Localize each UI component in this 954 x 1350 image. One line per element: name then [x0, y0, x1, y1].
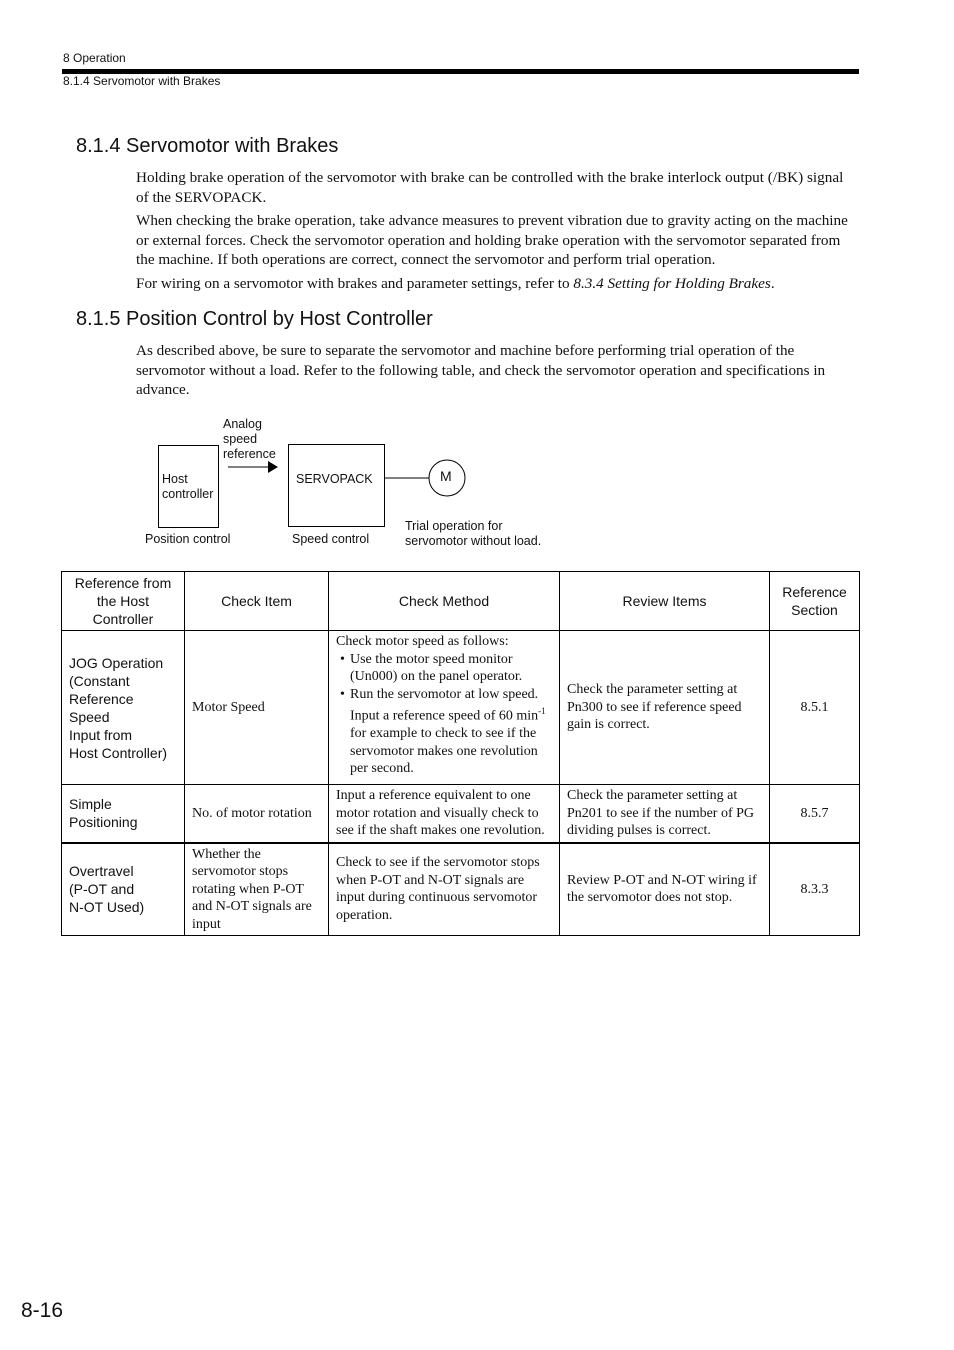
- host-controller-label: Host controller: [162, 472, 214, 501]
- check-table: [61, 571, 860, 936]
- list-item: • Run the servomotor at low speed.: [340, 686, 552, 704]
- cell-reference-jog: JOG Operation (Constant Reference Speed Input from Host Controller): [62, 631, 185, 785]
- paragraph-brake-intro: Holding brake operation of the servomotor with brake can be controlled with the brake interlock output (/BK) signal of the SERVOPACK.: [136, 169, 844, 206]
- cell-review-overtravel: Review P-OT and N-OT wiring if the servomotor does not stop.: [560, 843, 770, 936]
- page-number: 8-16: [21, 1299, 64, 1322]
- table-header-row: [62, 572, 860, 631]
- section-title-8-1-4: 8.1.4 Servomotor with Brakes: [76, 135, 339, 157]
- cell-check-method-overtravel: Check to see if the servomotor stops when P-OT and N-OT signals are input during continuous servomotor operation.: [329, 843, 560, 936]
- header-check-item: Check Item: [185, 572, 329, 631]
- cell-review-rotation: Check the parameter setting at Pn201 to see if the number of PG dividing pulses is correct.: [560, 785, 770, 843]
- cell-check-item-overtravel: Whether the servomotor stops rotating when P-OT and N-OT signals are input: [185, 843, 329, 936]
- cell-section-motor-speed: 8.5.1: [770, 631, 860, 785]
- cell-section-rotation: 8.5.7: [770, 785, 860, 843]
- running-header-section: 8.1.4 Servomotor with Brakes: [63, 74, 221, 88]
- table-row: [62, 785, 860, 843]
- header-reference-from-host: Reference from the Host Controller: [62, 572, 185, 631]
- cell-section-overtravel: 8.3.3: [770, 843, 860, 936]
- servopack-label: SERVOPACK: [296, 472, 373, 486]
- cell-check-method-motor-speed: Check motor speed as follows: • Use the motor speed monitor (Un000) on the panel operator. • Run the servomotor at low speed. Input a reference speed of 60 $\min^{-1}$ for example to check to see if the servomotor makes one revolution per second.: [329, 631, 560, 785]
- list-item: • Use the motor speed monitor (Un000) on the panel operator.: [340, 651, 552, 686]
- header-review-items: Review Items: [560, 572, 770, 631]
- diagram-connectors: [0, 0, 954, 600]
- header-reference-section: Reference Section: [770, 572, 860, 631]
- cell-check-method-rotation: Input a reference equivalent to one motor rotation and visually check to see if the shaft makes one revolution.: [329, 785, 560, 843]
- paragraph-host-control: As described above, be sure to separate the servomotor and machine before performing trial operation of the servomotor without a load. Refer to the following table, and check the servomotor operation and specifications in advance.: [136, 342, 826, 398]
- cell-check-item-rotation: No. of motor rotation: [185, 785, 329, 843]
- analog-speed-reference-label: Analog speed reference: [223, 417, 276, 461]
- section-title-8-1-5: 8.1.5 Position Control by Host Controller: [76, 308, 433, 330]
- wiring-ref-prefix: For wiring on a servomotor with brakes and parameter settings, refer to: [136, 275, 574, 292]
- caption-position-control: Position control: [145, 532, 231, 546]
- motor-label: M: [440, 468, 452, 484]
- cell-check-item-motor-speed: Motor Speed: [185, 631, 329, 785]
- servopack-box: [288, 444, 385, 527]
- table-row: [62, 631, 860, 785]
- table-row: [62, 843, 860, 936]
- cell-reference-simple-positioning: Simple Positioning: [62, 785, 185, 843]
- running-header-chapter: 8 Operation: [63, 51, 126, 65]
- caption-trial-operation: Trial operation for servomotor without load.: [405, 519, 542, 548]
- wiring-ref-suffix: .: [770, 275, 775, 292]
- paragraph-brake-check: When checking the brake operation, take advance measures to prevent vibration due to gravity acting on the machine or external forces. Check the servomotor operation and holding brake operation with the servomotor separated from the machine. If both operations are correct, connect the servomotor and perform trial operation.: [136, 212, 848, 268]
- reference-arrow-head: [268, 461, 278, 473]
- cell-review-motor-speed: Check the parameter setting at Pn300 to see if reference speed gain is correct.: [560, 631, 770, 785]
- caption-speed-control: Speed control: [292, 532, 370, 546]
- header-check-method: Check Method: [329, 572, 560, 631]
- method-detail: Input a reference speed of 60 $\min^{-1}$ for example to check to see if the servomotor makes one revolution per second.: [350, 706, 546, 777]
- wiring-ref-link: 8.3.4 Setting for Holding Brakes: [573, 275, 771, 292]
- cell-reference-overtravel: Overtravel (P-OT and N-OT Used): [62, 843, 185, 936]
